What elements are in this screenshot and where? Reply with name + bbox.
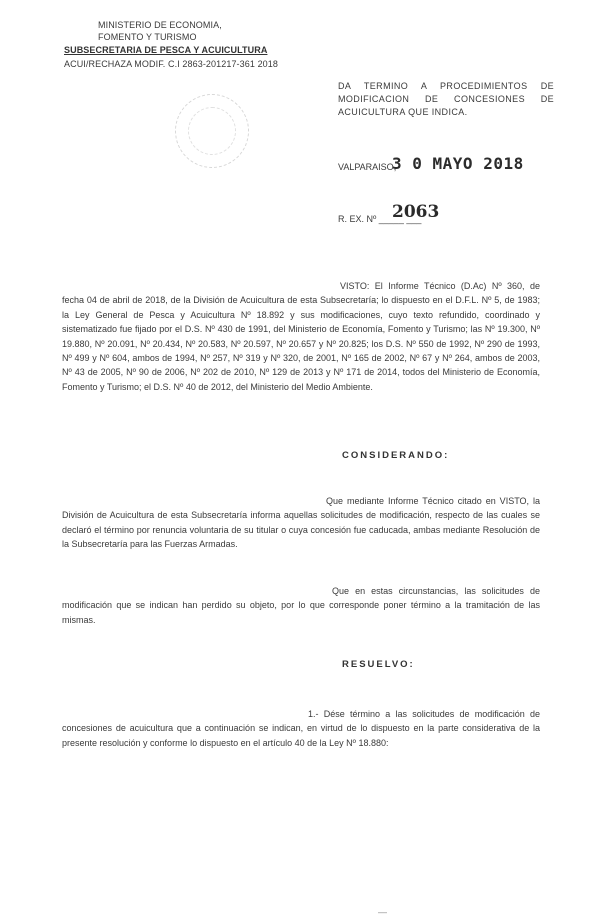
date-stamp: 3 0 MAYO 2018 — [392, 154, 524, 173]
subsecretaria-line: SUBSECRETARIA DE PESCA Y ACUICULTURA — [64, 45, 268, 55]
resolution-number-label: R. EX. Nº _____ ___ — [338, 214, 422, 224]
resuelvo-heading: RESUELVO: — [342, 659, 415, 670]
resuelvo-paragraph-1 — [62, 707, 540, 750]
reference-line: ACUI/RECHAZA MODIF. C.I 2863-201217-361 2018 — [64, 59, 278, 69]
considerando-paragraph-2 — [62, 584, 540, 627]
considerando-p1-text: Que mediante Informe Técnico citado en VISTO, la División de Acuicultura de esta Subsecretaría informa aquellas solicitudes de modificación, respecto de las cuales se declaró el término por renuncia voluntaria de su titular o cuya concesión fue caducada, ambas mediante Resolución de la Subsecretaría para las Fuerzas Armadas. — [62, 496, 540, 550]
resolution-summary: DA TERMINO A PROCEDIMIENTOS DE MODIFICACION DE CONCESIONES DE ACUICULTURA QUE INDICA. — [338, 81, 554, 117]
ministry-line: MINISTERIO DE ECONOMIA, — [98, 20, 222, 30]
official-seal — [175, 94, 249, 168]
visto-paragraph — [62, 279, 540, 394]
place-label: VALPARAISO, — [338, 162, 397, 172]
visto-text: El Informe Técnico (D.Ac) Nº 360, de fecha 04 de abril de 2018, de la División de Acuicultura de esta Subsecretaría; lo dispuesto en el D.F.L. Nº 5, de 1983; la Ley General de Pesca y Acuicultura Nº 18.892 y sus modificaciones, cuyo texto refundido, coordinado y sistematizado fue fijado por el D.S. Nº 430 de 1991, del Ministerio de Economía, Fomento y Turismo; las Nº 19.300, Nº 19.880, Nº 20.091, Nº 20.434, Nº 20.583, Nº 20.597, Nº 20.657 y Nº 20.825; los D.S. Nº 550 de 1992, Nº 290 de 1993, Nº 499 y Nº 604, ambos de 1994, Nº 257, Nº 319 y Nº 320, de 2001, Nº 165 de 2002, Nº 67 y Nº 264, ambos de 2003, Nº 43 de 2005, Nº 90 de 2006, Nº 202 de 2010, Nº 129 de 2013 y Nº 171 de 2014, todos del Ministerio de Economía, Fomento y Turismo; el D.S. Nº 40 de 2012, del Ministerio del Medio Ambiente. — [62, 281, 540, 392]
visto-lead: VISTO: — [340, 281, 370, 291]
resolution-number: 2063 — [392, 202, 440, 222]
footer-mark: — — [378, 907, 387, 917]
resuelvo-p1-text: 1.- Dése término a las solicitudes de modificación de concesiones de acuicultura que a continuación se indican, en virtud de lo dispuesto en la parte considerativa de la presente resolución y conforme lo dispuesto en el artículo 40 de la Ley Nº 18.880: — [62, 709, 540, 748]
ministry-line-2: FOMENTO Y TURISMO — [98, 32, 197, 42]
seal-inner-ring — [188, 107, 236, 155]
considerando-p2-text: Que en estas circunstancias, las solicitudes de modificación que se indican han perdido su objeto, por lo que corresponde poner término a la tramitación de las mismas. — [62, 586, 540, 625]
considerando-paragraph-1 — [62, 494, 540, 552]
considerando-heading: CONSIDERANDO: — [342, 450, 450, 461]
